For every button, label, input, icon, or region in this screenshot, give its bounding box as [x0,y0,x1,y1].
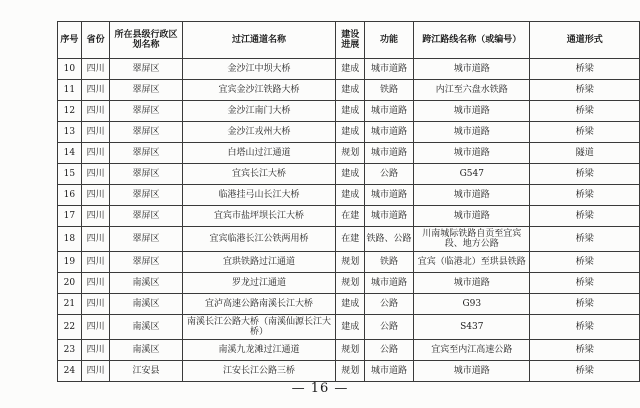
table-cell: 城市道路 [414,122,530,143]
table-cell: 四川 [81,340,110,361]
table-cell: 桥梁 [530,361,640,382]
table-row [58,315,640,340]
table-cell: 21 [58,294,82,315]
table-cell: 城市道路 [414,101,530,122]
table-cell: 四川 [81,80,110,101]
table-cell: 17 [58,206,82,227]
table-cell: 桥梁 [530,59,640,80]
header-cell: 通道形式 [530,22,640,59]
header-cell: 序号 [58,22,82,59]
table-cell: 翠屏区 [110,206,182,227]
table-row [58,273,640,294]
table-cell: 四川 [81,315,110,340]
table-cell: 翠屏区 [110,80,182,101]
table-cell: 江安长江公路三桥 [182,361,336,382]
table-cell: G547 [414,164,530,185]
table-cell: 翠屏区 [110,164,182,185]
table-cell: 城市道路 [414,143,530,164]
table-cell: 城市道路 [364,361,413,382]
table-cell: 隧道 [530,143,640,164]
table-cell: 南溪区 [110,340,182,361]
table-cell: 14 [58,143,82,164]
table-cell: 宜珙铁路过江通道 [182,252,336,273]
table-row [58,59,640,80]
table-cell: 四川 [81,252,110,273]
table-cell: 四川 [81,185,110,206]
header-cell: 建设进展 [336,22,365,59]
table-cell: 宜宾市盐坪坝长江大桥 [182,206,336,227]
table-cell: 南溪九龙滩过江通道 [182,340,336,361]
table-cell: 川南城际铁路自贡至宜宾段、地方公路 [414,227,530,252]
table-cell: 规划 [336,252,365,273]
table-cell: 建成 [336,101,365,122]
table-cell: 金沙江中坝大桥 [182,59,336,80]
table-cell: 桥梁 [530,227,640,252]
table-row [58,143,640,164]
table-row [58,185,640,206]
table-cell: 铁路 [364,80,413,101]
table-cell: 四川 [81,122,110,143]
table-cell: 城市道路 [364,185,413,206]
table-cell: 城市道路 [414,206,530,227]
table-cell: 桥梁 [530,80,640,101]
table-row [58,227,640,252]
table-cell: 南溪区 [110,294,182,315]
header-cell: 过江通道名称 [182,22,336,59]
table-cell: 城市道路 [414,59,530,80]
table-cell: 建成 [336,315,365,340]
table-cell: 四川 [81,206,110,227]
table-cell: 铁路、公路 [364,227,413,252]
table-row [58,206,640,227]
table-cell: S437 [414,315,530,340]
table-cell: 16 [58,185,82,206]
table-cell: 桥梁 [530,294,640,315]
table-cell: 临港挂弓山长江大桥 [182,185,336,206]
table-cell: 公路 [364,315,413,340]
table-cell: 桥梁 [530,252,640,273]
table-cell: 12 [58,101,82,122]
table-cell: 公路 [364,164,413,185]
table-cell: 规划 [336,273,365,294]
table-row [58,164,640,185]
table-cell: 四川 [81,273,110,294]
table-cell: 桥梁 [530,164,640,185]
table-cell: 桥梁 [530,185,640,206]
table-cell: 城市道路 [364,101,413,122]
table-cell: 宜宾临港长江公铁两用桥 [182,227,336,252]
table-cell: 翠屏区 [110,252,182,273]
header-cell: 所在县级行政区划名称 [110,22,182,59]
table-cell: 15 [58,164,82,185]
table-cell: 城市道路 [364,122,413,143]
table-row [58,340,640,361]
table-cell: 南溪长江公路大桥（南溪仙源长江大桥） [182,315,336,340]
table-cell: 桥梁 [530,315,640,340]
table-cell: 宜宾金沙江铁路大桥 [182,80,336,101]
table-cell: 宜宾长江大桥 [182,164,336,185]
table-cell: 建成 [336,59,365,80]
table-cell: 建成 [336,80,365,101]
table-cell: 城市道路 [364,59,413,80]
table-cell: 南溪区 [110,315,182,340]
table-cell: 宜宾至内江高速公路 [414,340,530,361]
table-cell: 翠屏区 [110,59,182,80]
header-cell: 省份 [81,22,110,59]
table-cell: 桥梁 [530,122,640,143]
table-row [58,252,640,273]
table-cell: 罗龙过江通道 [182,273,336,294]
table-cell: 城市道路 [364,206,413,227]
table-cell: 白塔山过江通道 [182,143,336,164]
table-cell: 翠屏区 [110,185,182,206]
table-cell: 城市道路 [414,185,530,206]
table-cell: 10 [58,59,82,80]
table-cell: 规划 [336,340,365,361]
table-cell: 翠屏区 [110,101,182,122]
table-cell: 22 [58,315,82,340]
table-cell: 桥梁 [530,206,640,227]
crossing-table [57,21,640,382]
table-cell: 内江至六盘水铁路 [414,80,530,101]
table-row [58,361,640,382]
table-cell: 18 [58,227,82,252]
table-cell: 20 [58,273,82,294]
table-cell: 南溪区 [110,273,182,294]
table-cell: 宜泸高速公路南溪长江大桥 [182,294,336,315]
table-cell: 公路 [364,340,413,361]
table-cell: 四川 [81,143,110,164]
table-row [58,80,640,101]
table-cell: 金沙江戎州大桥 [182,122,336,143]
table-cell: 13 [58,122,82,143]
table-cell: 四川 [81,164,110,185]
table-cell: 23 [58,340,82,361]
table-cell: 四川 [81,294,110,315]
table-cell: 建成 [336,294,365,315]
table-cell: 11 [58,80,82,101]
table-cell: 铁路 [364,252,413,273]
header-cell: 跨江路线名称（或编号） [414,22,530,59]
table-cell: 建成 [336,164,365,185]
table-cell: G93 [414,294,530,315]
header-cell: 功能 [364,22,413,59]
table-cell: 桥梁 [530,340,640,361]
table-cell: 江安县 [110,361,182,382]
table-cell: 宜宾（临港北）至珙县铁路 [414,252,530,273]
table-row [58,122,640,143]
table-cell: 公路 [364,294,413,315]
table-cell: 桥梁 [530,273,640,294]
table-row [58,294,640,315]
table-cell: 城市道路 [414,273,530,294]
table-cell: 城市道路 [414,361,530,382]
table-row [58,101,640,122]
table-cell: 在建 [336,206,365,227]
table-cell: 桥梁 [530,101,640,122]
table-cell: 四川 [81,101,110,122]
table-cell: 规划 [336,143,365,164]
table-cell: 翠屏区 [110,122,182,143]
table-cell: 规划 [336,361,365,382]
table-cell: 19 [58,252,82,273]
table-cell: 在建 [336,227,365,252]
table-cell: 四川 [81,361,110,382]
table-cell: 四川 [81,59,110,80]
table-cell: 城市道路 [364,143,413,164]
table-cell: 翠屏区 [110,143,182,164]
table-cell: 金沙江南门大桥 [182,101,336,122]
table-cell: 24 [58,361,82,382]
table-cell: 建成 [336,122,365,143]
table-cell: 翠屏区 [110,227,182,252]
table-cell: 城市道路 [364,273,413,294]
table-cell: 建成 [336,185,365,206]
table-cell: 四川 [81,227,110,252]
page-number: — 16 — [291,381,349,396]
header-row [58,22,640,59]
